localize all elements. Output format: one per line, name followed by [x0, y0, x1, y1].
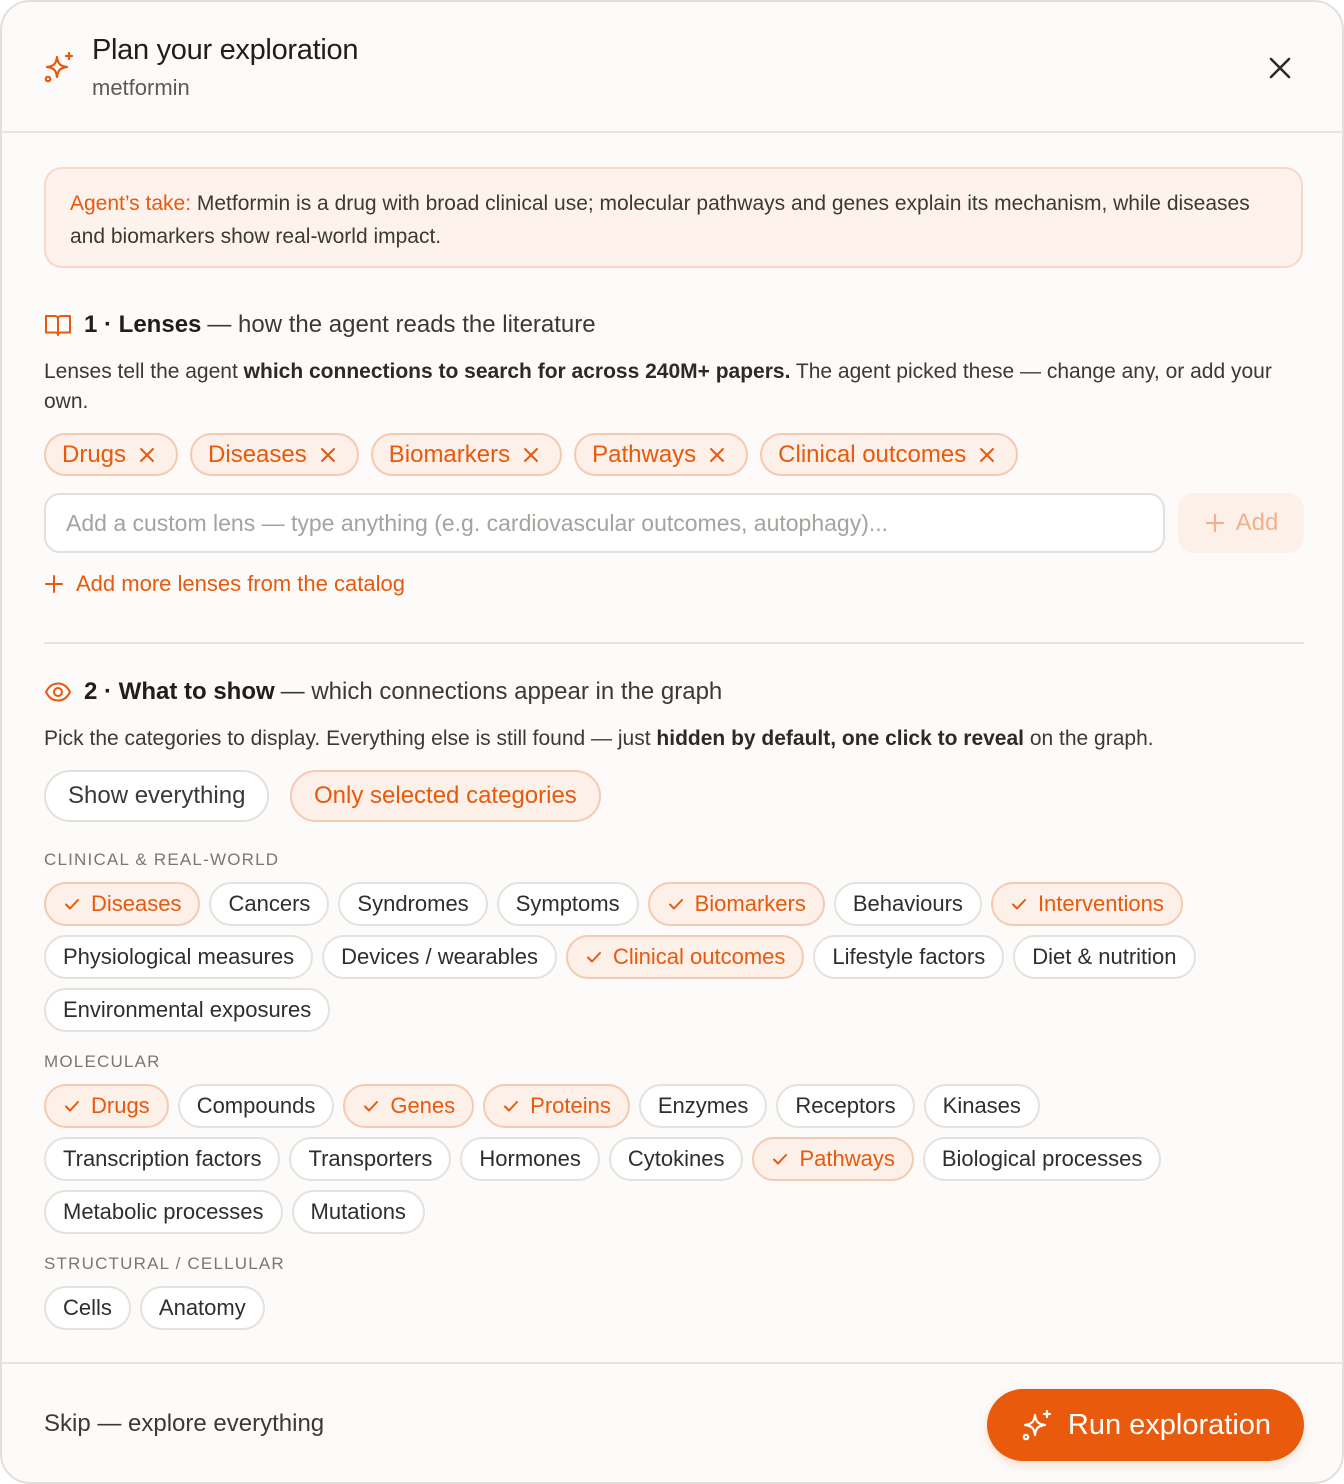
lens-chip: [371, 433, 562, 476]
category-chip-label: Metabolic processes: [63, 1199, 264, 1224]
sparkle-icon: [1020, 1408, 1054, 1442]
category-chip[interactable]: [292, 1190, 425, 1234]
lenses-description: Lenses tell the agent which connections to search for across 240M+ papers. The agent picked these — change any, or add your own.: [44, 360, 1272, 413]
category-group-label: CLINICAL & REAL-WORLD: [44, 850, 280, 869]
run-exploration-label: Run exploration: [1067, 1408, 1272, 1441]
category-chip-label: Genes: [390, 1093, 456, 1118]
category-chip-label: Kinases: [942, 1093, 1021, 1118]
category-chip[interactable]: [924, 1084, 1040, 1128]
book-open-icon: [44, 311, 72, 339]
plus-icon: [1204, 512, 1226, 534]
category-chip-row: [44, 1137, 1161, 1181]
category-chip-label: Clinical outcomes: [612, 944, 786, 969]
lens-chip: [760, 433, 1018, 476]
lenses-section-number: 1 · Lenses: [84, 311, 202, 338]
catalog-link-label: Add more lenses from the catalog: [76, 571, 405, 596]
category-chip-row: [44, 1190, 425, 1234]
modal-header: [2, 2, 1342, 133]
check-icon: [63, 895, 81, 913]
category-chip[interactable]: [483, 1084, 630, 1128]
remove-lens-icon[interactable]: [319, 446, 337, 464]
lens-chip-label: Pathways: [592, 440, 697, 468]
check-icon: [585, 948, 603, 966]
category-chip-label: Cytokines: [627, 1146, 725, 1171]
check-icon: [667, 895, 685, 913]
category-chip[interactable]: [460, 1137, 599, 1181]
category-chip[interactable]: [44, 1190, 283, 1234]
category-chip-label: Hormones: [479, 1146, 581, 1171]
section-divider: [44, 642, 1304, 644]
category-chip-label: Pathways: [799, 1146, 895, 1171]
category-chip[interactable]: [322, 935, 557, 979]
category-chip[interactable]: [44, 1286, 131, 1330]
category-chip-label: Diseases: [91, 891, 182, 916]
category-chip[interactable]: [497, 882, 639, 926]
lens-chip: [44, 433, 178, 476]
category-chip[interactable]: [609, 1137, 744, 1181]
plus-icon: [44, 574, 64, 594]
eye-icon: [44, 678, 72, 706]
add-lenses-catalog-link[interactable]: [44, 571, 405, 597]
category-chip-label: Receptors: [795, 1093, 896, 1118]
lens-chip-label: Diseases: [208, 440, 307, 468]
category-chip-label: Proteins: [530, 1093, 611, 1118]
category-chip-label: Biomarkers: [694, 891, 806, 916]
category-chip-label: Mutations: [310, 1199, 406, 1224]
category-chip-label: Behaviours: [852, 891, 963, 916]
agent-take-callout: [44, 167, 1303, 268]
close-icon[interactable]: [1264, 52, 1296, 84]
category-chip[interactable]: [178, 1084, 335, 1128]
show-everything-toggle[interactable]: Show everything: [44, 770, 269, 822]
lens-chip-label: Clinical outcomes: [778, 440, 967, 468]
category-chip-label: Symptoms: [515, 891, 620, 916]
category-chip-label: Cells: [63, 1295, 112, 1320]
lenses-section-subtitle: — how the agent reads the literature: [207, 311, 596, 338]
lens-chip-label: Biomarkers: [388, 440, 511, 468]
category-chip[interactable]: [813, 935, 1004, 979]
check-icon: [502, 1097, 520, 1115]
lens-chip: [190, 433, 359, 476]
add-lens-button[interactable]: [1178, 493, 1304, 553]
category-chip-row: [44, 988, 330, 1032]
category-chip[interactable]: [648, 882, 825, 926]
sparkle-icon: [42, 50, 76, 84]
lens-chip-label: Drugs: [62, 440, 127, 468]
category-chip[interactable]: [338, 882, 487, 926]
category-chip[interactable]: [776, 1084, 914, 1128]
category-chip[interactable]: [1013, 935, 1195, 979]
category-chip-label: Environmental exposures: [63, 997, 312, 1022]
category-chip-label: Enzymes: [657, 1093, 749, 1118]
category-chip[interactable]: [289, 1137, 451, 1181]
modal-subtitle: metformin: [92, 75, 190, 100]
selected-lenses: [44, 433, 1018, 476]
check-icon: [1010, 895, 1028, 913]
category-chip-label: Diet & nutrition: [1032, 944, 1177, 969]
category-chip[interactable]: [923, 1137, 1162, 1181]
category-chip-label: Transcription factors: [63, 1146, 262, 1171]
category-chip-label: Physiological measures: [63, 944, 295, 969]
category-chip[interactable]: [752, 1137, 913, 1181]
category-chip-row: [44, 1286, 265, 1330]
only-selected-toggle[interactable]: Only selected categories: [290, 770, 601, 822]
show-section-title: [44, 678, 722, 706]
remove-lens-icon[interactable]: [138, 446, 156, 464]
remove-lens-icon[interactable]: [522, 446, 540, 464]
category-chip-label: Interventions: [1037, 891, 1164, 916]
category-chip-row: [44, 1084, 1040, 1128]
category-chip-label: Compounds: [196, 1093, 316, 1118]
show-section-number: 2 · What to show: [84, 678, 275, 705]
category-group-label: MOLECULAR: [44, 1052, 161, 1071]
check-icon: [362, 1097, 380, 1115]
category-chip-label: Devices / wearables: [341, 944, 538, 969]
show-description: Pick the categories to display. Everything else is still found — just hidden by default, one click to reveal on the graph.: [44, 727, 1154, 750]
show-section-subtitle: — which connections appear in the graph: [280, 678, 723, 705]
modal-title: Plan your exploration: [92, 34, 359, 66]
category-chip-row: [44, 935, 1196, 979]
agent-take-label: Agent’s take:: [70, 192, 192, 215]
category-chip-label: Syndromes: [357, 891, 469, 916]
agent-take-text: Metformin is a drug with broad clinical use; molecular pathways and genes explain its mechanism, while diseases and biomarkers show real-world impact.: [70, 192, 1250, 248]
category-chip-label: Transporters: [308, 1146, 433, 1171]
category-chip[interactable]: [639, 1084, 767, 1128]
remove-lens-icon[interactable]: [708, 446, 726, 464]
category-chip[interactable]: [44, 882, 200, 926]
run-exploration-button[interactable]: [987, 1389, 1304, 1461]
category-chip[interactable]: [209, 882, 329, 926]
category-chip[interactable]: [44, 935, 313, 979]
custom-lens-input[interactable]: [44, 493, 1165, 553]
category-chip-label: Lifestyle factors: [832, 944, 986, 969]
category-chip[interactable]: [991, 882, 1183, 926]
category-chip[interactable]: [140, 1286, 265, 1330]
category-chip-label: Biological processes: [941, 1146, 1143, 1171]
check-icon: [63, 1097, 81, 1115]
category-chip-row: [44, 882, 1183, 926]
category-chip[interactable]: [44, 988, 330, 1032]
category-chip-label: Cancers: [228, 891, 311, 916]
category-group-label: STRUCTURAL / CELLULAR: [44, 1254, 285, 1273]
check-icon: [771, 1150, 789, 1168]
add-lens-label: Add: [1235, 509, 1279, 536]
category-chip[interactable]: [44, 1084, 169, 1128]
category-chip[interactable]: [44, 1137, 280, 1181]
lens-chip: [574, 433, 748, 476]
category-chip-label: Anatomy: [158, 1295, 246, 1320]
category-chip[interactable]: [343, 1084, 474, 1128]
category-chip[interactable]: [566, 935, 804, 979]
modal-footer: [2, 1362, 1342, 1484]
remove-lens-icon[interactable]: [978, 446, 996, 464]
category-chip-label: Drugs: [91, 1093, 150, 1118]
category-chip[interactable]: [834, 882, 982, 926]
skip-link[interactable]: Skip — explore everything: [44, 1410, 325, 1437]
lenses-section-title: [44, 311, 596, 339]
